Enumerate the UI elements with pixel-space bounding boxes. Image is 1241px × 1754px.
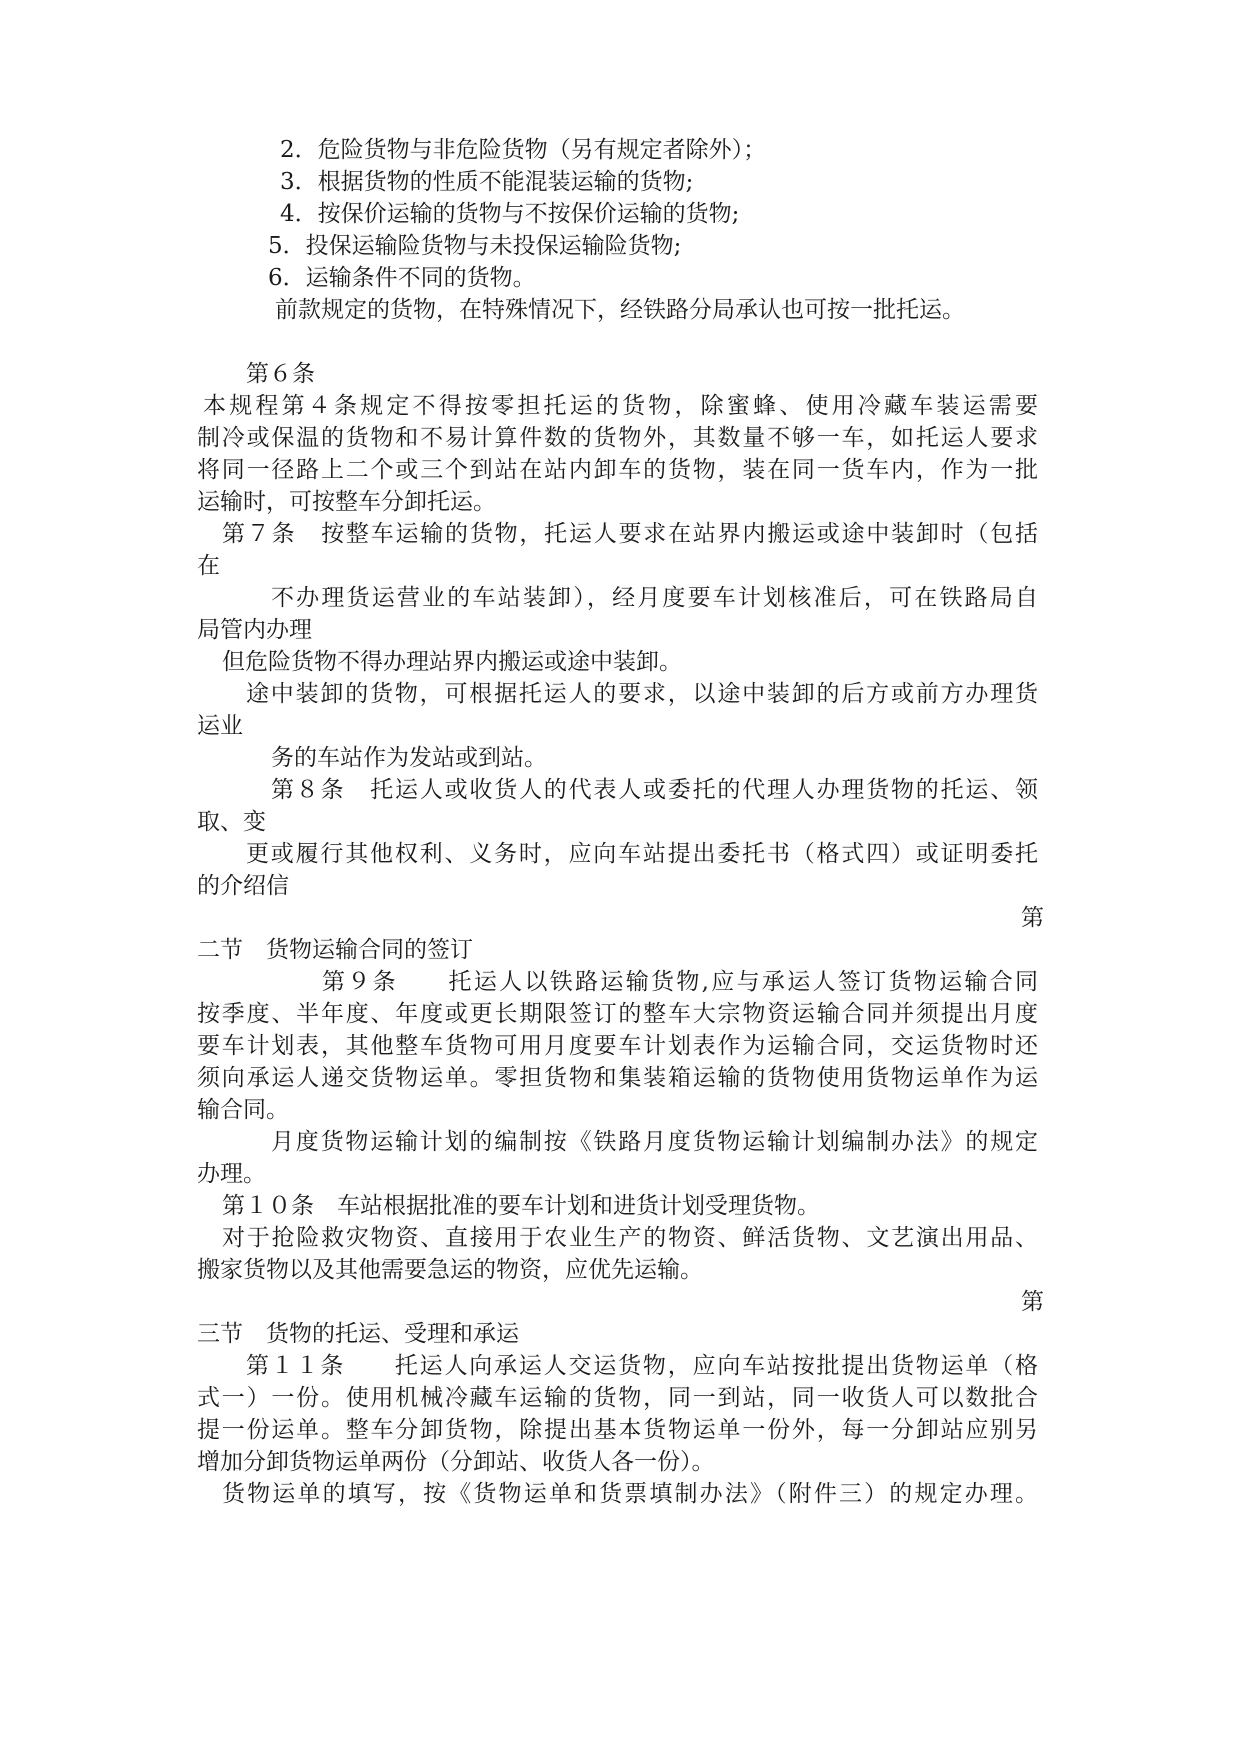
text-line: 对于抢险救灾物资、直接用于农业生产的物资、鲜活货物、文艺演出用品、 (222, 1225, 1038, 1251)
text-line: 3．根据货物的性质不能混装运输的货物; (280, 169, 694, 195)
text-line: 本规程第４条规定不得按零担托运的货物，除蜜蜂、使用冷藏车装运需要 (203, 393, 1038, 419)
text-line: 第８条 托运人或收货人的代表人或委托的代理人办理货物的托运、领 (271, 777, 1038, 803)
text-line: 途中装卸的货物，可根据托运人的要求，以途中装卸的后方或前方办理货 (246, 681, 1038, 707)
text-line: 第７条 按整车运输的货物，托运人要求在站界内搬运或途中装卸时（包括 (222, 521, 1038, 547)
text-line: 但危险货物不得办理站界内搬运或途中装卸。 (222, 649, 682, 675)
text-line: 须向承运人递交货物运单。零担货物和集装箱运输的货物使用货物运单作为运 (197, 1065, 1038, 1091)
text-line: 输合同。 (197, 1097, 289, 1123)
text-line: 4．按保价运输的货物与不按保价运输的货物; (280, 201, 740, 227)
text-line: 前款规定的货物，在特殊情况下，经铁路分局承认也可按一批托运。 (275, 297, 965, 323)
section-heading-prefix: 第 (1021, 905, 1044, 931)
text-line: 第９条 托运人以铁路运输货物,应与承运人签订货物运输合同 (322, 969, 1038, 995)
text-line: 第１０条 车站根据批准的要车计划和进货计划受理货物。 (222, 1193, 820, 1219)
text-line: 2．危险货物与非危险货物（另有规定者除外）； (280, 137, 767, 163)
section-heading: 二节 货物运输合同的签订 (197, 937, 473, 963)
section-heading: 三节 货物的托运、受理和承运 (197, 1321, 519, 1347)
text-line: 按季度、半年度、年度或更长期限签订的整车大宗物资运输合同并须提出月度 (197, 1001, 1038, 1027)
text-line: 运输时，可按整车分卸托运。 (197, 489, 496, 515)
text-line: 式一）一份。使用机械冷藏车运输的货物，同一到站，同一收货人可以数批合 (197, 1385, 1038, 1411)
text-line: 搬家货物以及其他需要急运的物资，应优先运输。 (197, 1257, 703, 1283)
text-line: 局管内办理 (197, 617, 312, 643)
section-heading-prefix: 第 (1021, 1289, 1044, 1315)
text-line: 增加分卸货物运单两份（分卸站、收货人各一份）。 (197, 1449, 715, 1475)
text-line: 要车计划表，其他整车货物可用月度要车计划表作为运输合同，交运货物时还 (197, 1033, 1038, 1059)
text-line: 运业 (197, 713, 243, 739)
text-line: 提一份运单。整车分卸货物，除提出基本货物运单一份外，每一分卸站应别另 (197, 1417, 1038, 1443)
text-line: 的介绍信 (197, 873, 289, 899)
text-line: 不办理货运营业的车站装卸），经月度要车计划核准后，可在铁路局自 (271, 585, 1038, 611)
text-line: 取、变 (197, 809, 266, 835)
text-line: 将同一径路上二个或三个到站在站内卸车的货物，装在同一货车内，作为一批 (197, 457, 1038, 483)
text-line: 6．运输条件不同的货物。 (268, 265, 536, 291)
text-line: 月度货物运输计划的编制按《铁路月度货物运输计划编制办法》的规定 (271, 1129, 1038, 1155)
text-line: 货物运单的填写，按《货物运单和货票填制办法》（附件三）的规定办理。 (222, 1481, 1038, 1507)
text-line: 务的车站作为发站或到站。 (271, 745, 547, 771)
text-line: 制冷或保温的货物和不易计算件数的货物外，其数量不够一车，如托运人要求 (197, 425, 1038, 451)
text-line: 第１１条 托运人向承运人交运货物，应向车站按批提出货物运单（格 (246, 1353, 1038, 1379)
text-line: 5．投保运输险货物与未投保运输险货物; (268, 233, 682, 259)
text-line: 更或履行其他权利、义务时，应向车站提出委托书（格式四）或证明委托 (246, 841, 1038, 867)
article-heading: 第６条 (246, 361, 315, 387)
text-line: 办理。 (197, 1161, 266, 1187)
text-line: 在 (197, 553, 220, 579)
